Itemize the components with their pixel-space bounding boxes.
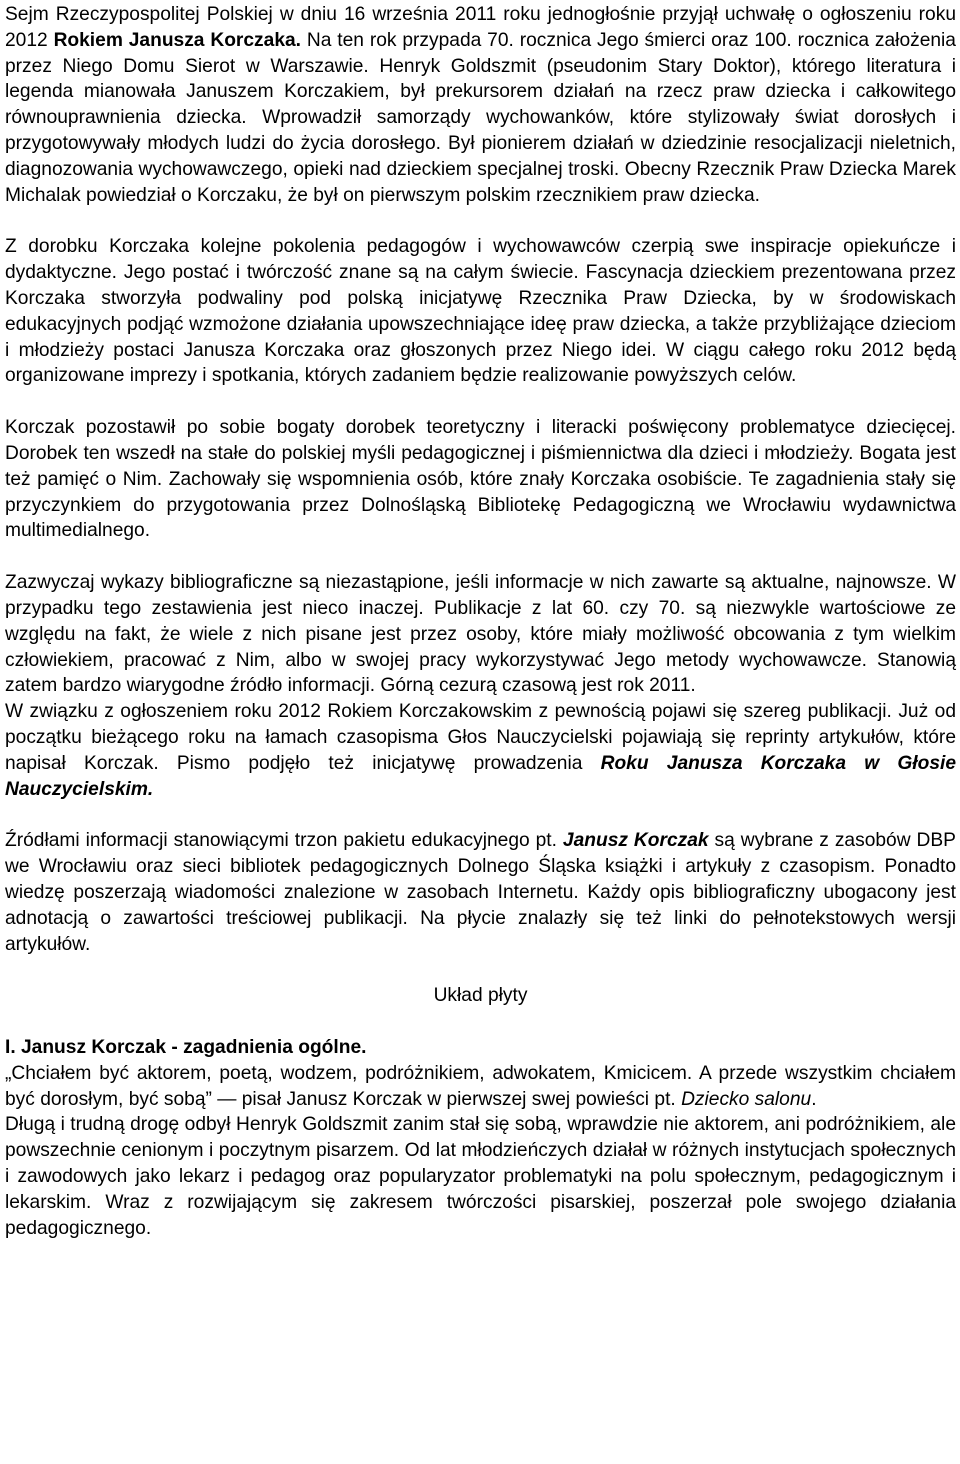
text-run: Janusz Korczak [562,830,709,852]
text-run: Rokiem Janusza Korczaka. [53,29,301,51]
paragraph-wykazy [5,570,956,699]
paragraph-quote [5,1061,956,1113]
paragraph-gap [5,544,956,570]
paragraph-publikacje [5,699,956,802]
text-run: Długą i trudną drogę odbył Henryk Goldszmit zanim stał się sobą, wprawdzie nie aktorem, ani podróżnikiem, ale powszechnie cenionym i poczytnym pisarzem. Od lat młodzieńczych działał w różnych instytucjach społecznych i zawodowych jako lekarz i pedagog oraz popularyzator problematyki na polu społecznym, pedagogicznym i lekarskim. Wraz z rozwijającym się zakresem twórczości pisarskiej, poszerzał pole swojego działania pedagogicznego. [5,1114,956,1239]
paragraph-biography [5,1112,956,1241]
text-run: są wybrane z zasobów DBP we Wrocławiu oraz sieci bibliotek pedagogicznych Dolnego Śląska książki i artykuły z czasopism. Ponadto wiedzę poszerzają wiadomości znalezione w zasobach Internetu. Każdy opis bibliograficzny ubogacony jest adnotacją o zawartości treściowej publikacji. Na płycie znalazły się też linki do pełnotekstowych wersji artykułów. [5,830,956,955]
paragraph-uchwala [5,2,956,208]
text-run: Sejm Rzeczypospolitej Polskiej w dniu 16 września 2011 roku jednogłośnie przyjął uchwałę o ogłoszeniu roku 2012 [5,4,956,51]
paragraph-gap [5,957,956,983]
paragraph-gap [5,1009,956,1035]
paragraph-zrodla [5,828,956,957]
text-run: Roku Janusza Korczaka w Głosie Nauczycielskim. [5,752,956,800]
paragraph-gap [5,389,956,415]
text-run: Na ten rok przypada 70. rocznica Jego śmierci oraz 100. rocznica założenia przez Niego Domu Sierot w Warszawie. Henryk Goldszmit (pseudonim Stary Doktor), którego literatura i legenda mianowała Januszem Korczakiem, był prekursorem działań na rzecz praw dziecka i całkowitego równouprawnienia dziecka. Wprowadził samorządy wychowanków, które stylizowały świat dorosłych i przygotowywały młodych ludzi do życia dorosłego. Był pionierem działań w dziedzinie resocjalizacji nieletnich, diagnozowania wychowawczego, opieki nad dzieckiem specjalnej troski. Obecny Rzecznik Praw Dziecka Marek Michalak powiedział o Korczaku, że był on pierwszym polskim rzecznikiem praw dziecka. [5,29,956,206]
text-run: W związku z ogłoszeniem roku 2012 Rokiem Korczakowskim z pewnością pojawi się szereg publikacji. Już od początku bieżącego roku na łamach czasopisma Głos Nauczycielski pojawiają się reprinty artykułów, które napisał Korczak. Pismo podjęło też inicjatywę prowadzenia [5,701,956,774]
text-run: Dziecko salonu [681,1088,812,1110]
section-title: Układ płyty [433,985,528,1007]
text-run: . [811,1088,817,1110]
paragraph-gap [5,802,956,828]
text-run: Z dorobku Korczaka kolejne pokolenia pedagogów i wychowawców czerpią swe inspiracje opiekuńcze i dydaktyczne. Jego postać i twórczość znane są na całym świecie. Fascynacja dzieckiem prezentowana przez Korczaka stworzyła podwaliny pod polską inicjatywę Rzecznika Praw Dziecka, by w środowiskach edukacyjnych podjąć wzmożone działania upowszechniające ideę praw dziecka, a także przybliżające dzieciom i młodzieży postaci Janusza Korczaka oraz głoszonych przez Niego idei. W ciągu całego roku 2012 będą organizowane imprezy i spotkania, których zadaniem będzie realizowanie powyższych celów. [5,236,956,387]
paragraph-dorobek [5,234,956,389]
text-run: Korczak pozostawił po sobie bogaty dorobek teoretyczny i literacki poświęcony problematyce dziecięcej. Dorobek ten wszedł na stałe do polskiej myśli pedagogicznej i piśmiennictwa dla dzieci i młodzieży. Bogata jest też pamięć o Nim. Zachowały się wspomnienia osób, które znały Korczaka osobiście. Te zagadnienia stały się przyczynkiem do przygotowania przez Dolnośląską Bibliotekę Pedagogiczną we Wrocławiu wydawnictwa multimedialnego. [5,417,956,542]
chapter-heading: I. Janusz Korczak - zagadnienia ogólne. [5,1037,367,1059]
text-run: „Chciałem być aktorem, poetą, wodzem, podróżnikiem, adwokatem, Kmicicem. A przede wszystkim chciałem być dorosłym, być sobą” — pisał Janusz Korczak w pierwszej swej powieści pt. [5,1062,956,1110]
paragraph-gap [5,208,956,234]
text-run: Źródłami informacji stanowiącymi trzon pakietu edukacyjnego pt. [5,830,563,852]
text-run: Zazwyczaj wykazy bibliograficzne są niezastąpione, jeśli informacje w nich zawarte są aktualne, najnowsze. W przypadku tego zestawienia jest nieco inaczej. Publikacje z lat 60. czy 70. są niezwykle wartościowe ze względu na fakt, że wiele z nich pisane jest przez osoby, które miały możliwość obcowania z tym wielkim człowiekiem, pracować z Nim, albo w swojej pracy wykorzystywać Jego metody wychowawcze. Stanowią zatem bardzo wiarygodne źródło informacji. Górną cezurą czasową jest rok 2011. [5,572,956,697]
paragraph-wydawnictwo [5,415,956,544]
